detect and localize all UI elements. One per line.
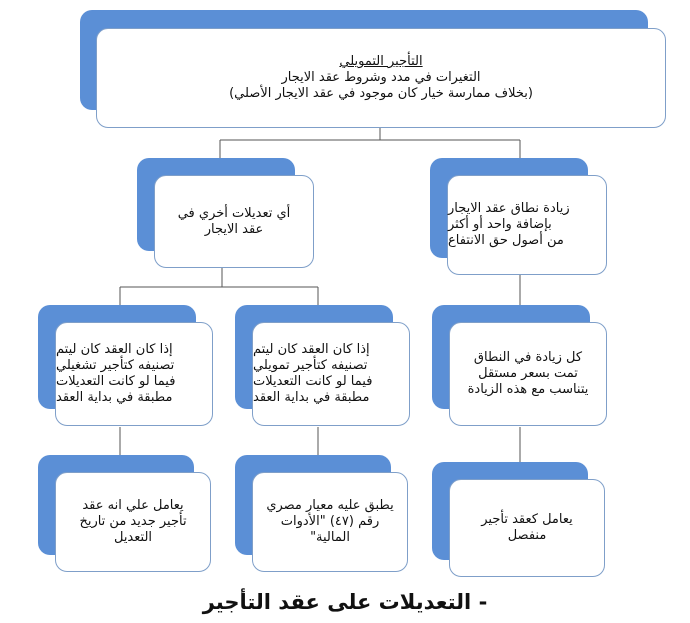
left-l1-line-2: عقد الايجار (204, 221, 264, 237)
right-l2-line-3: يتناسب مع هذه الزيادة (467, 382, 589, 397)
right-l1-line-2: بإضافة واحد أو أكثر (448, 217, 552, 232)
middle-l3-line-1: يطبق عليه معيار مصري (266, 498, 394, 513)
right-l2-line-2: تمت بسعر مستقل (478, 366, 578, 381)
left-l2-line-3: فيما لو كانت التعديلات (56, 374, 176, 389)
right-l1-line-1: زيادة نطاق عقد الايجار (448, 201, 570, 216)
middle-l3-line-2: رقم (٤٧) "الأدوات (280, 514, 380, 529)
left-l2-line-1: إذا كان العقد كان ليتم (56, 342, 173, 357)
middle-l2-line-4: مطبقة في بداية العقد (253, 390, 370, 405)
left-l2-line-2: تصنيفه كتأجير تشغيلي (56, 358, 175, 373)
middle-l2-line-1: إذا كان العقد كان ليتم (253, 342, 370, 357)
left-l2-box (55, 322, 213, 426)
top-box-line-2: (بخلاف ممارسة خيار كان موجود في عقد الايجار الأصلي) (229, 86, 533, 101)
middle-l3-box (252, 472, 408, 572)
left-l3-line-3: التعديل (113, 530, 153, 545)
diagram-caption: - التعديلات على عقد التأجير (202, 590, 488, 614)
left-l2-line-4: مطبقة في بداية العقد (56, 390, 173, 405)
top-box-title: التأجير التمويلي (339, 54, 423, 69)
left-l1-box (154, 175, 314, 268)
top-box-line-1: التغيرات في مدد وشروط عقد الايجار (281, 70, 481, 85)
right-l3-line-2: منفصل (507, 528, 547, 543)
right-l2-box (449, 322, 607, 426)
middle-l2-line-2: تصنيفه كتأجير تمويلي (253, 358, 368, 373)
right-l3-line-1: يعامل كعقد تأجير (481, 512, 573, 527)
middle-l3-line-3: المالية" (310, 530, 350, 545)
right-l1-box (447, 175, 607, 275)
right-l2-line-1: كل زيادة في النطاق (473, 350, 583, 365)
left-l1-line-1: أي تعديلات أخري في (177, 205, 291, 221)
left-l3-line-1: يعامل علي انه عقد (82, 498, 184, 513)
right-l1-line-3: من أصول حق الانتفاع (448, 233, 564, 248)
middle-l2-box (252, 322, 410, 426)
left-l3-box (55, 472, 211, 572)
middle-l2-line-3: فيما لو كانت التعديلات (253, 374, 373, 389)
top-box (96, 28, 666, 128)
left-l3-line-2: تأجير جديد من تاريخ (79, 514, 187, 529)
right-l3-box (449, 479, 605, 577)
